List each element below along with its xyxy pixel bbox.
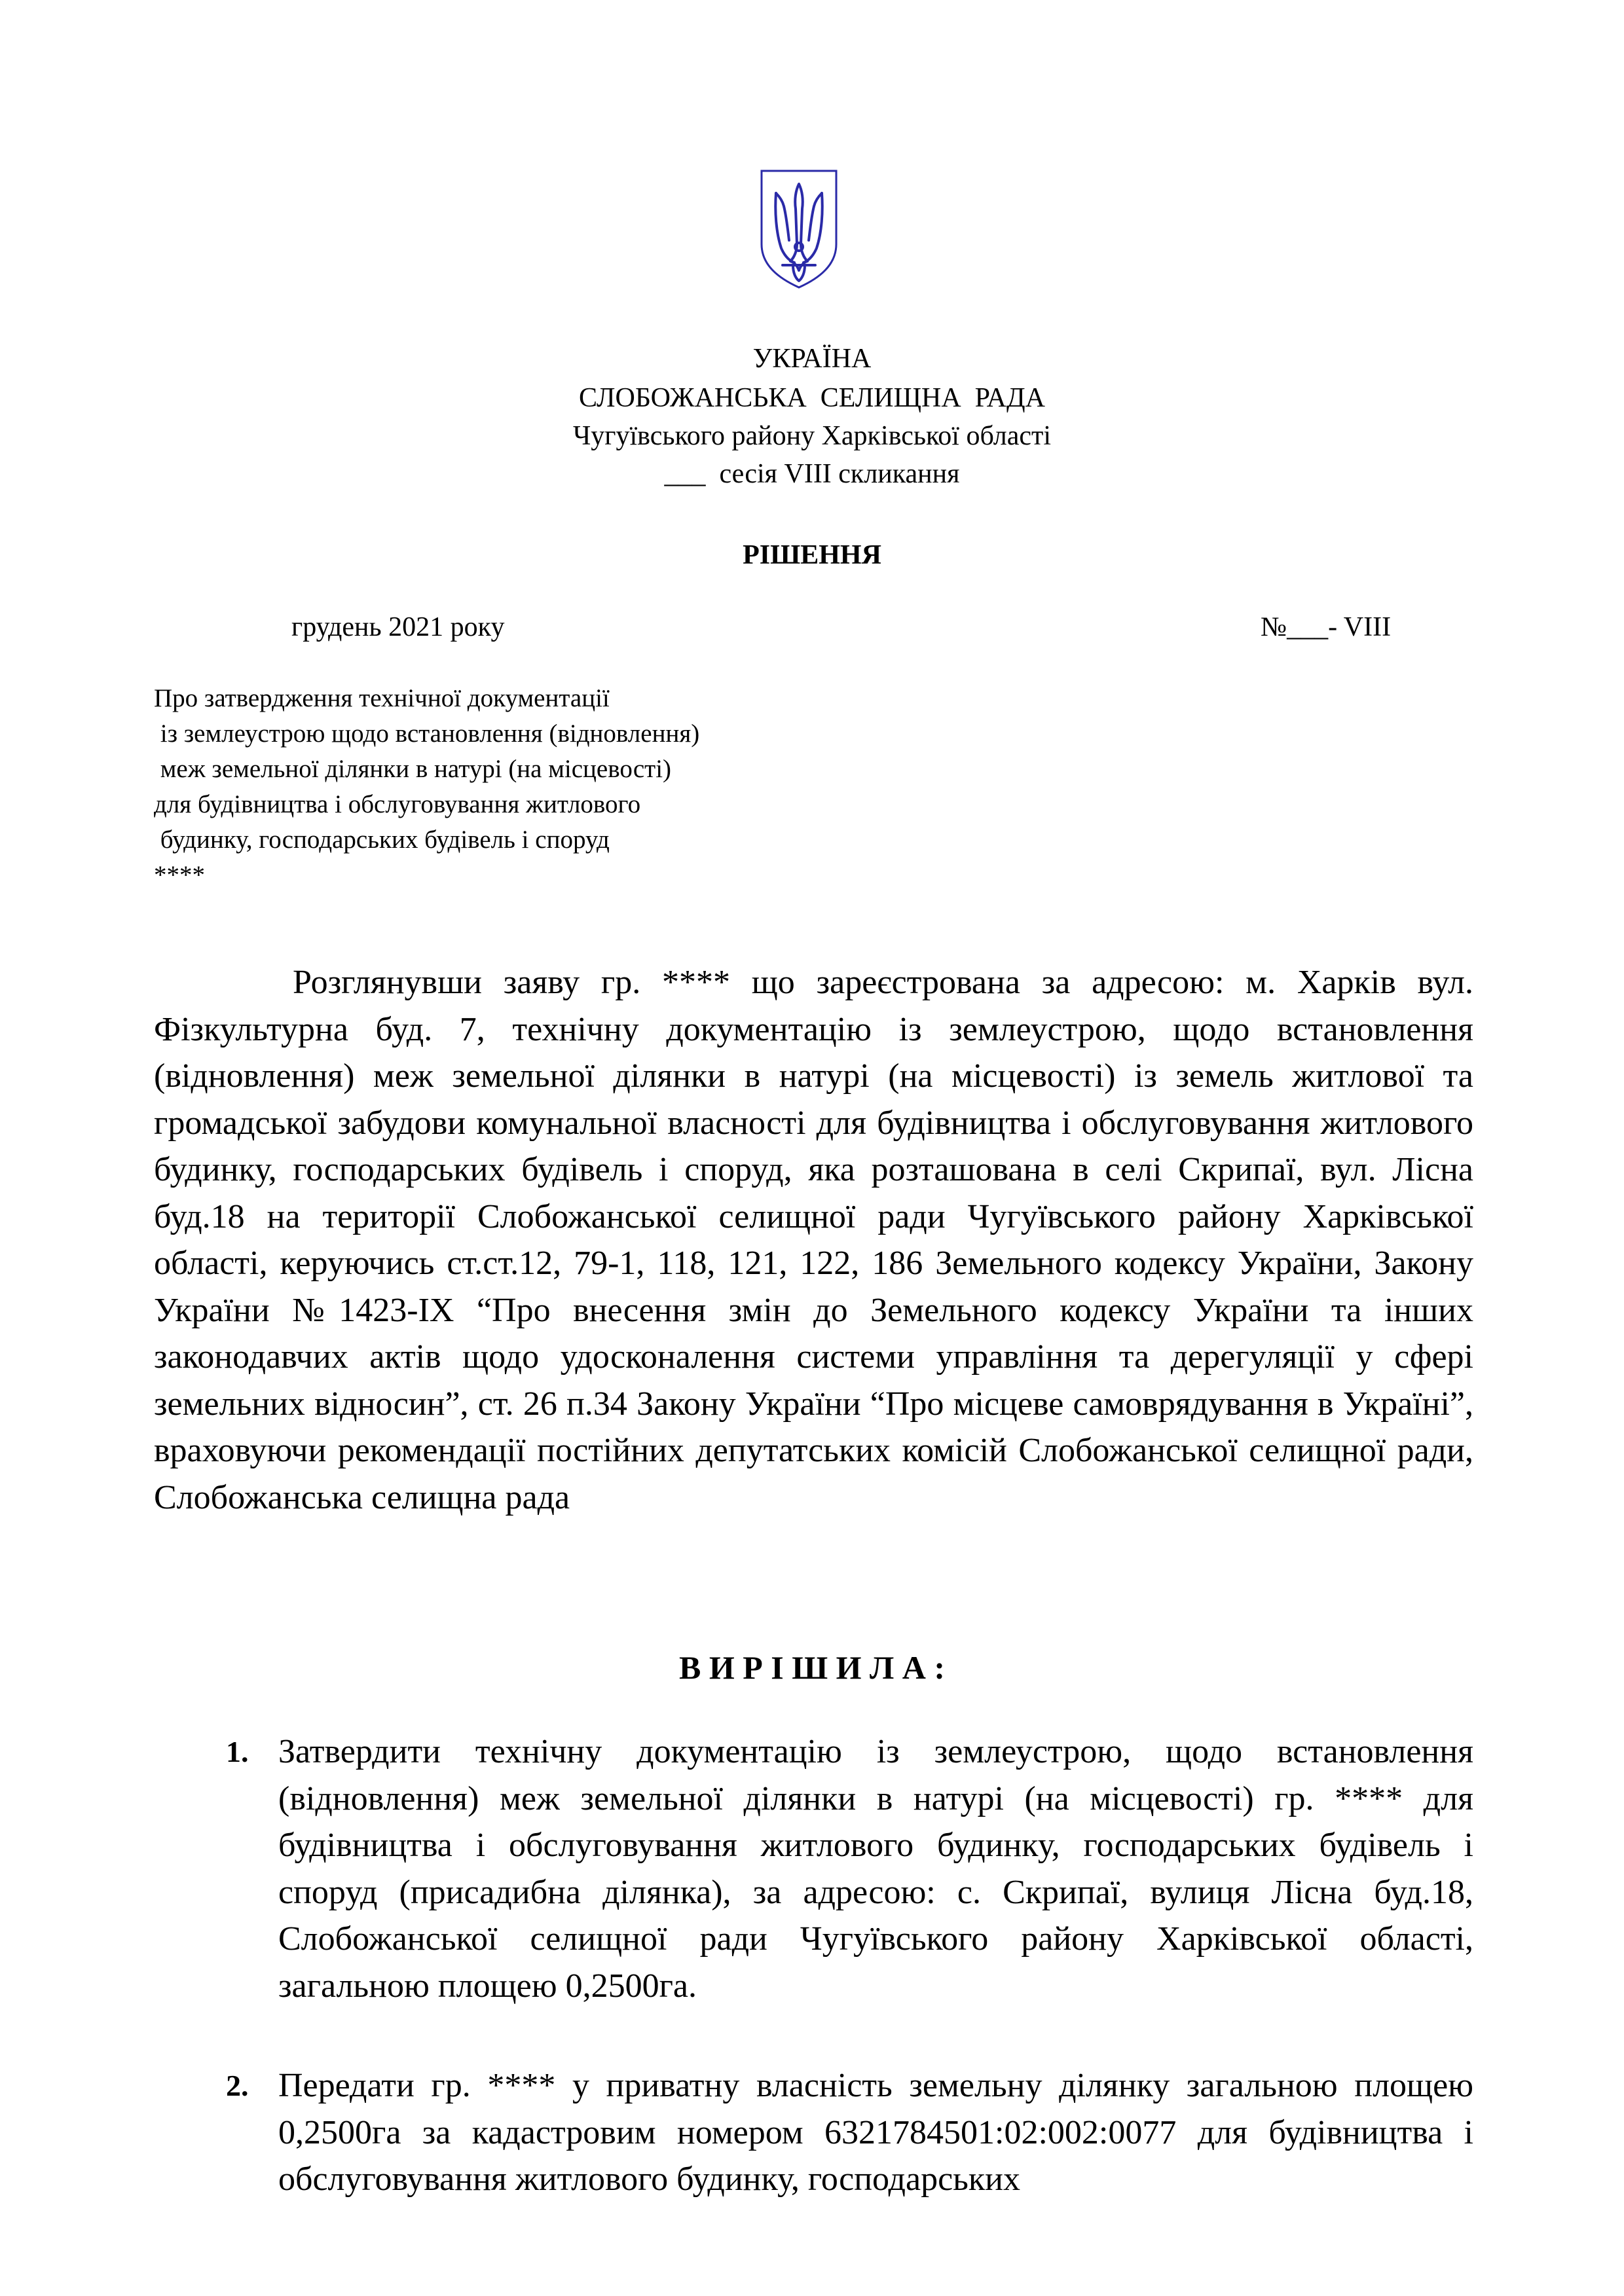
preamble-paragraph: Розглянувши заяву гр. **** що зареєстрована за адресою: м. Харків вул. Фізкультурна буд. 7, технічну документацію із землеустрою, щодо встановлення (відновлення) меж земельної ділянки в натурі (на місцевості) із земель житлової та громадської забудови комунальної власності для будівництва і обслуговування житлового будинку, господарських будівель і споруд, яка розташована в селі Скрипаї, вул. Лісна буд.18 на території Слобожанської селищної ради Чугуївського району Харківської області, керуючись ст.ст.12, 79-1, 118, 121, 122, 186 Земельного кодексу України, Закону України №1423-IX “Про внесення змін до Земельного кодексу України та інших законодавчих актів щодо удосконалення системи управління та дерегуляції у сфері земельних відносин”, ст. 26 п.34 Закону України “Про місцеве самоврядування в Україні”, враховуючи рекомендації постійних депутатських комісій Слобожанської селищної ради, Слобожанська селищна рада [154, 964, 1473, 1516]
document-date: грудень 2021 року [291, 612, 505, 642]
item-number: 1. [226, 1735, 249, 1768]
decision-item-2 [226, 2062, 1473, 2203]
header-session: ___ сесія VIII скликання [664, 459, 960, 489]
subject-block [154, 681, 1071, 893]
item-number: 2. [226, 2069, 249, 2102]
subject-line: Про затвердження технічної документації [154, 684, 610, 712]
header-council: СЛОБОЖАНСЬКА СЕЛИЩНА РАДА [579, 383, 1045, 413]
header-district: Чугуївського району Харківської області [572, 421, 1052, 451]
subject-line: будинку, господарських будівель і споруд [154, 826, 610, 854]
document-number: №___- VIII [1261, 612, 1392, 642]
trident-icon [756, 167, 841, 291]
subject-line: для будівництва і обслуговування житлового [154, 790, 641, 818]
item-text: Передати гр. **** у приватну власність земельну ділянку загальною площею 0,2500га за кадастровим номером 6321784501:02:002:0077 для будівництва і обслуговування житлового будинку, господарських [278, 2067, 1473, 2198]
header-country: УКРАЇНА [752, 344, 872, 374]
subject-line: меж земельної ділянки в натурі (на місцевості) [154, 755, 672, 783]
coat-of-arms-emblem [756, 167, 841, 291]
subject-line: із землеустрою щодо встановлення (відновлення) [154, 720, 700, 748]
decision-item-1 [226, 1728, 1473, 2009]
item-text: Затвердити технічну документацію із землеустрою, щодо встановлення (відновлення) меж земельної ділянки в натурі (на місцевості) гр. **** для будівництва і обслуговування житлового будинку, господарських будівель і споруд (присадибна ділянка), за адресою: с. Скрипаї, вулиця Лісна буд.18, Слобожанської селищної ради Чугуївського району Харківської області, загальною площею 0,2500га. [278, 1733, 1473, 2005]
document-title: РІШЕННЯ [743, 540, 881, 570]
decided-heading: В И Р І Ш И Л А : [678, 1649, 946, 1686]
subject-line: **** [154, 861, 205, 889]
